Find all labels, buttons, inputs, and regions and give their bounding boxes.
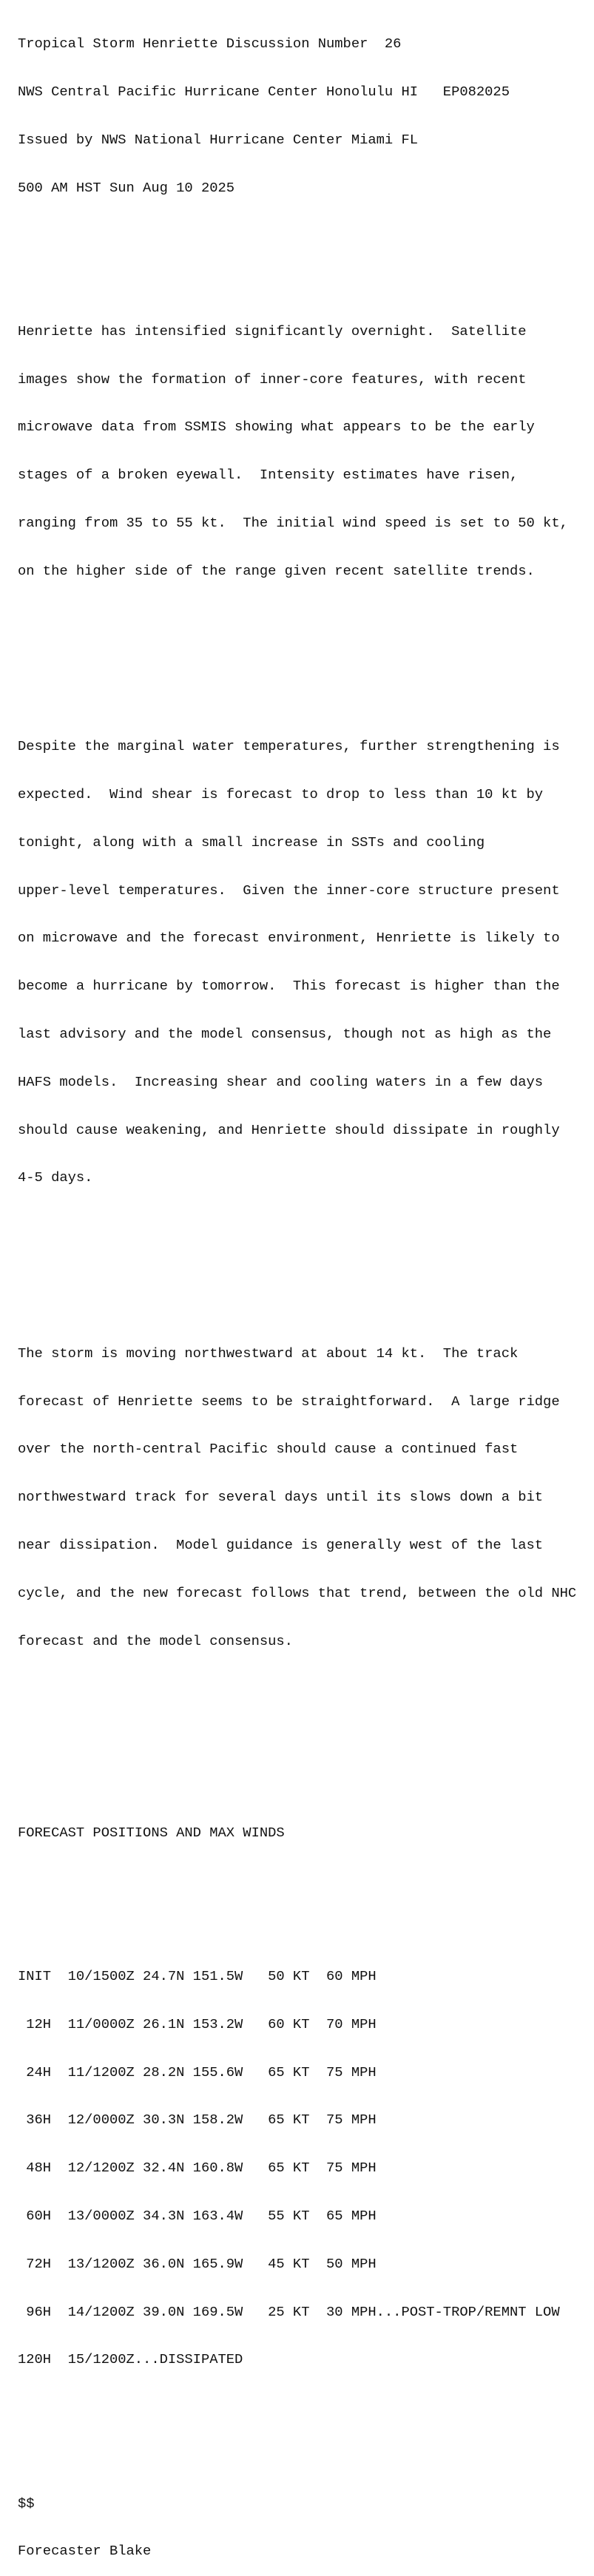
spacer <box>18 643 576 660</box>
text-line: forecast and the model consensus. <box>18 1632 293 1649</box>
text-line: ranging from 35 to 55 kt. The initial wind speed is set to 50 kt, <box>18 515 568 531</box>
text-line: images show the formation of inner-core features, with recent <box>18 371 527 388</box>
forecast-row: 12H 11/0000Z 26.1N 153.2W 60 KT 70 MPH <box>18 2015 377 2032</box>
text-line: on microwave and the forecast environment, Henriette is likely to <box>18 930 560 947</box>
forecaster-name: Forecaster Blake <box>18 2543 152 2560</box>
spacer <box>18 1714 576 1730</box>
text-line: microwave data from SSMIS showing what appears to be the early <box>18 419 535 436</box>
text-line: Henriette has intensified significantly overnight. Satellite <box>18 322 527 339</box>
text-line: expected. Wind shear is forecast to drop to less than 10 kt by <box>18 786 544 803</box>
forecast-row: 24H 11/1200Z 28.2N 155.6W 65 KT 75 MPH <box>18 2063 377 2080</box>
forecast-row: 96H 14/1200Z 39.0N 169.5W 25 KT 30 MPH...POST-TROP/REMNT LOW <box>18 2303 560 2320</box>
spacer <box>18 1761 576 1777</box>
text-line: stages of a broken eyewall. Intensity estimates have risen, <box>18 467 519 484</box>
paragraph-forecast-reasoning <box>18 707 576 1218</box>
paragraph-intensity <box>18 292 576 612</box>
text-line: last advisory and the model consensus, though not as high as the <box>18 1026 552 1042</box>
forecast-row: 36H 12/0000Z 30.3N 158.2W 65 KT 75 MPH <box>18 2112 377 2129</box>
text-line: tonight, along with a small increase in SSTs and cooling <box>18 834 485 851</box>
text-line: over the north-central Pacific should cause a continued fast <box>18 1441 519 1458</box>
forecast-row: 60H 13/0000Z 34.3N 163.4W 55 KT 65 MPH <box>18 2207 377 2224</box>
paragraph-track <box>18 1314 576 1682</box>
text-line: upper-level temperatures. Given the inner-core structure present <box>18 882 560 899</box>
issue-time: 500 AM HST Sun Aug 10 2025 <box>18 179 235 196</box>
text-line: forecast of Henriette seems to be straightforward. A large ridge <box>18 1393 560 1410</box>
text-line: Despite the marginal water temperatures, further strengthening is <box>18 738 560 755</box>
text-line: The storm is moving northwestward at about 14 kt. The track <box>18 1345 519 1362</box>
text-line: cycle, and the new forecast follows that trend, between the old NHC <box>18 1584 577 1601</box>
forecast-row: 72H 13/1200Z 36.0N 165.9W 45 KT 50 MPH <box>18 2255 377 2272</box>
text-line: near dissipation. Model guidance is generally west of the last <box>18 1537 544 1553</box>
spacer <box>18 2432 576 2448</box>
discussion-title: Tropical Storm Henriette Discussion Number 26 <box>18 36 402 53</box>
spacer <box>18 1250 576 1266</box>
text-line: northwestward track for several days until its slows down a bit <box>18 1489 544 1506</box>
issuing-office: NWS Central Pacific Hurricane Center Honolulu HI EP082025 <box>18 83 510 100</box>
spacer <box>18 1873 576 1889</box>
text-line: HAFS models. Increasing shear and cooling waters in a few days <box>18 1073 544 1090</box>
forecast-row: INIT 10/1500Z 24.7N 151.5W 50 KT 60 MPH <box>18 1968 377 1985</box>
text-line: on the higher side of the range given recent satellite trends. <box>18 562 535 579</box>
discussion-document <box>18 4 576 2576</box>
forecast-table <box>18 1937 576 2400</box>
text-line: should cause weakening, and Henriette should dissipate in roughly <box>18 1121 560 1138</box>
text-line: become a hurricane by tomorrow. This forecast is higher than the <box>18 978 560 995</box>
forecast-heading: FORECAST POSITIONS AND MAX WINDS <box>18 1824 285 1841</box>
forecast-row: 120H 15/1200Z...DISSIPATED <box>18 2351 243 2368</box>
spacer <box>18 228 576 244</box>
text-line: 4-5 days. <box>18 1169 93 1186</box>
forecast-row: 48H 12/1200Z 32.4N 160.8W 65 KT 75 MPH <box>18 2160 377 2177</box>
issued-by: Issued by NWS National Hurricane Center Miami FL <box>18 131 418 148</box>
product-terminator: $$ <box>18 2495 35 2512</box>
